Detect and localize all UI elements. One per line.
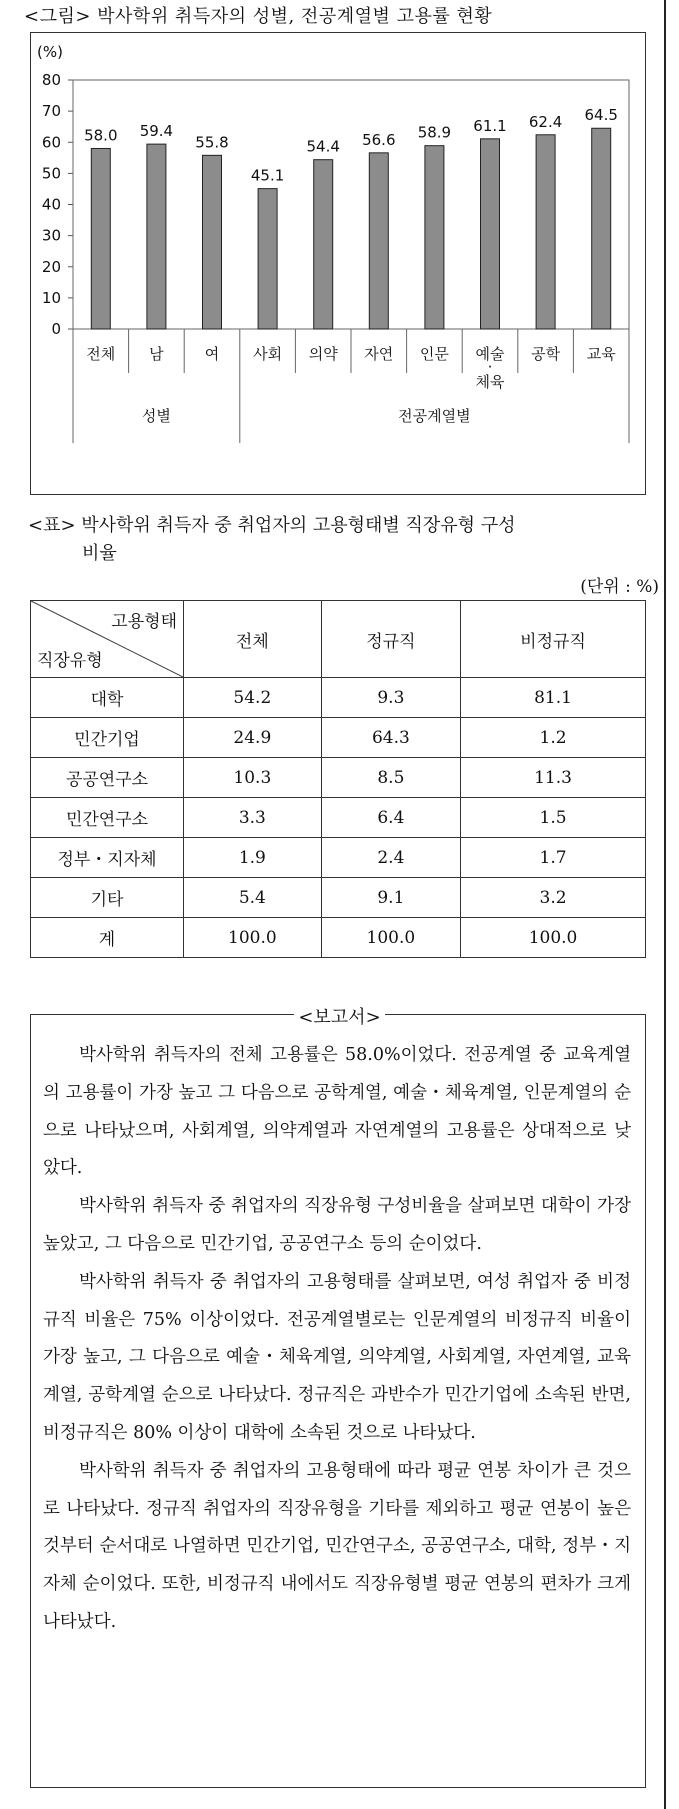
employment-rate-bar-chart xyxy=(31,33,645,494)
table-row xyxy=(31,798,646,838)
table-title-line2: 비율 xyxy=(82,543,117,564)
row-label: 민간기업 xyxy=(31,718,184,758)
table-cell: 100.0 xyxy=(321,918,460,958)
table-corner-cell xyxy=(31,601,184,678)
data-label: 55.8 xyxy=(195,133,229,152)
row-label: 공공연구소 xyxy=(31,758,184,798)
bar-교육 xyxy=(592,128,611,329)
group-label: 전공계열별 xyxy=(398,407,471,425)
table-cell: 6.4 xyxy=(321,798,460,838)
table-title xyxy=(28,512,654,568)
report-paragraph: 박사학위 취득자 중 취업자의 고용형태에 따라 평균 연봉 차이가 큰 것으로 나타났다. 정규직 취업자의 직장유형을 기타를 제외하고 평균 연봉이 높은 것부터 순서대로 나열하면 민간기업, 민간연구소, 공공연구소, 대학, 정부・지자체 순이었다. 또한, 비정규직 내에서도 직장유형별 평균 연봉의 편차가 크게 나타났다. xyxy=(43,1460,631,1632)
table-cell: 10.3 xyxy=(184,758,322,798)
bar-공학 xyxy=(536,135,555,329)
table-cell: 1.5 xyxy=(461,798,646,838)
y-tick-label: 0 xyxy=(51,320,61,338)
data-label: 62.4 xyxy=(528,112,563,131)
table-cell: 1.9 xyxy=(184,838,322,878)
row-label: 대학 xyxy=(31,678,184,718)
bar-자연 xyxy=(369,153,388,329)
bar-의약 xyxy=(314,160,333,329)
corner-bottom-label: 직장유형 xyxy=(37,651,103,671)
bar-여 xyxy=(203,155,222,329)
column-header: 전체 xyxy=(184,601,322,678)
data-label: 61.1 xyxy=(473,116,507,135)
y-tick-label: 30 xyxy=(41,226,61,245)
group-label: 성별 xyxy=(141,407,171,425)
table-unit: (단위 : %) xyxy=(580,577,659,597)
x-tick-label: 의약 xyxy=(308,345,338,363)
data-label: 58.9 xyxy=(417,123,452,142)
column-header: 정규직 xyxy=(321,601,460,678)
x-tick-label: · xyxy=(487,358,493,376)
row-label: 정부・지자체 xyxy=(31,838,184,878)
y-tick-label: 60 xyxy=(41,133,61,152)
bar-남 xyxy=(147,144,166,329)
data-label: 56.6 xyxy=(362,130,396,149)
page-margin-line xyxy=(664,0,666,1809)
data-label: 59.4 xyxy=(139,122,174,141)
row-label: 계 xyxy=(31,918,184,958)
table-row xyxy=(31,838,646,878)
table-row xyxy=(31,918,646,958)
x-tick-label: 사회 xyxy=(253,345,283,363)
x-tick-label: 교육 xyxy=(586,345,616,363)
x-tick-label: 인문 xyxy=(419,345,449,363)
report-paragraph: 박사학위 취득자 중 취업자의 고용형태를 살펴보면, 여성 취업자 중 비정규직 비율은 75% 이상이었다. 전공계열별로는 인문계열의 비정규직 비율이 가장 높고, 그 다음으로 예술・체육계열, 의약계열, 사회계열, 자연계열, 교육계열, 공학계열 순으로 나타났다. 정규직은 과반수가 민간기업에 소속된 반면, 비정규직은 80% 이상이 대학에 소속된 것으로 나타났다. xyxy=(43,1271,631,1443)
table-row xyxy=(31,678,646,718)
bar-인문 xyxy=(425,146,444,329)
report-box xyxy=(30,1014,646,1788)
table-cell: 3.3 xyxy=(184,798,322,838)
bar-예술·체육 xyxy=(481,139,500,329)
table-header-row xyxy=(31,601,646,678)
bar-사회 xyxy=(258,189,277,329)
table-cell: 100.0 xyxy=(184,918,322,958)
x-tick-label: 전체 xyxy=(86,345,116,363)
table-cell: 11.3 xyxy=(461,758,646,798)
table-row xyxy=(31,878,646,918)
x-tick-label: 체육 xyxy=(475,373,505,391)
chart-frame xyxy=(30,32,646,495)
table-title-line1: <표> 박사학위 취득자 중 취업자의 고용형태별 직장유형 구성 xyxy=(28,515,516,536)
table-cell: 1.2 xyxy=(461,718,646,758)
table-cell: 64.3 xyxy=(321,718,460,758)
table-cell: 9.3 xyxy=(321,678,460,718)
row-label: 민간연구소 xyxy=(31,798,184,838)
table-row xyxy=(31,758,646,798)
table-cell: 2.4 xyxy=(321,838,460,878)
table-cell: 9.1 xyxy=(321,878,460,918)
report-paragraph: 박사학위 취득자 중 취업자의 직장유형 구성비율을 살펴보면 대학이 가장 높았고, 그 다음으로 민간기업, 공공연구소 등의 순이었다. xyxy=(43,1196,631,1254)
table-cell: 24.9 xyxy=(184,718,322,758)
workplace-type-table xyxy=(30,600,646,958)
x-tick-label: 여 xyxy=(204,345,220,363)
data-label: 54.4 xyxy=(306,137,340,156)
bar-전체 xyxy=(91,148,110,329)
report-paragraph: 박사학위 취득자의 전체 고용률은 58.0%이었다. 전공계열 중 교육계열의 고용률이 가장 높고 그 다음으로 공학계열, 예술・체육계열, 인문계열의 순으로 나타났으며, 사회계열, 의약계열과 자연계열의 고용률은 상대적으로 낮았다. xyxy=(43,1045,631,1179)
x-tick-label: 남 xyxy=(149,345,164,363)
table-cell: 8.5 xyxy=(321,758,460,798)
table-cell: 81.1 xyxy=(461,678,646,718)
table-cell: 3.2 xyxy=(461,878,646,918)
y-tick-label: 50 xyxy=(41,164,61,183)
x-tick-label: 자연 xyxy=(364,345,394,363)
table-cell: 5.4 xyxy=(184,878,322,918)
report-title: <보고서> xyxy=(0,1003,679,1029)
corner-top-label: 고용형태 xyxy=(111,612,177,632)
x-tick-label: 예술 xyxy=(475,345,505,363)
y-tick-label: 80 xyxy=(41,71,61,89)
x-tick-label: 공학 xyxy=(531,345,561,363)
data-label: 64.5 xyxy=(584,106,618,125)
table-cell: 54.2 xyxy=(184,678,322,718)
y-tick-label: 20 xyxy=(41,257,61,276)
y-axis-unit: (%) xyxy=(37,43,63,61)
row-label: 기타 xyxy=(31,878,184,918)
table-cell: 100.0 xyxy=(461,918,646,958)
data-label: 58.0 xyxy=(84,126,118,145)
table-row xyxy=(31,718,646,758)
y-tick-label: 70 xyxy=(41,102,61,121)
y-tick-label: 10 xyxy=(41,288,61,307)
figure-title: <그림> 박사학위 취득자의 성별, 전공계열별 고용률 현황 xyxy=(24,6,493,27)
data-label: 45.1 xyxy=(250,166,285,185)
table-cell: 1.7 xyxy=(461,838,646,878)
column-header: 비정규직 xyxy=(461,601,646,678)
y-tick-label: 40 xyxy=(41,195,61,214)
